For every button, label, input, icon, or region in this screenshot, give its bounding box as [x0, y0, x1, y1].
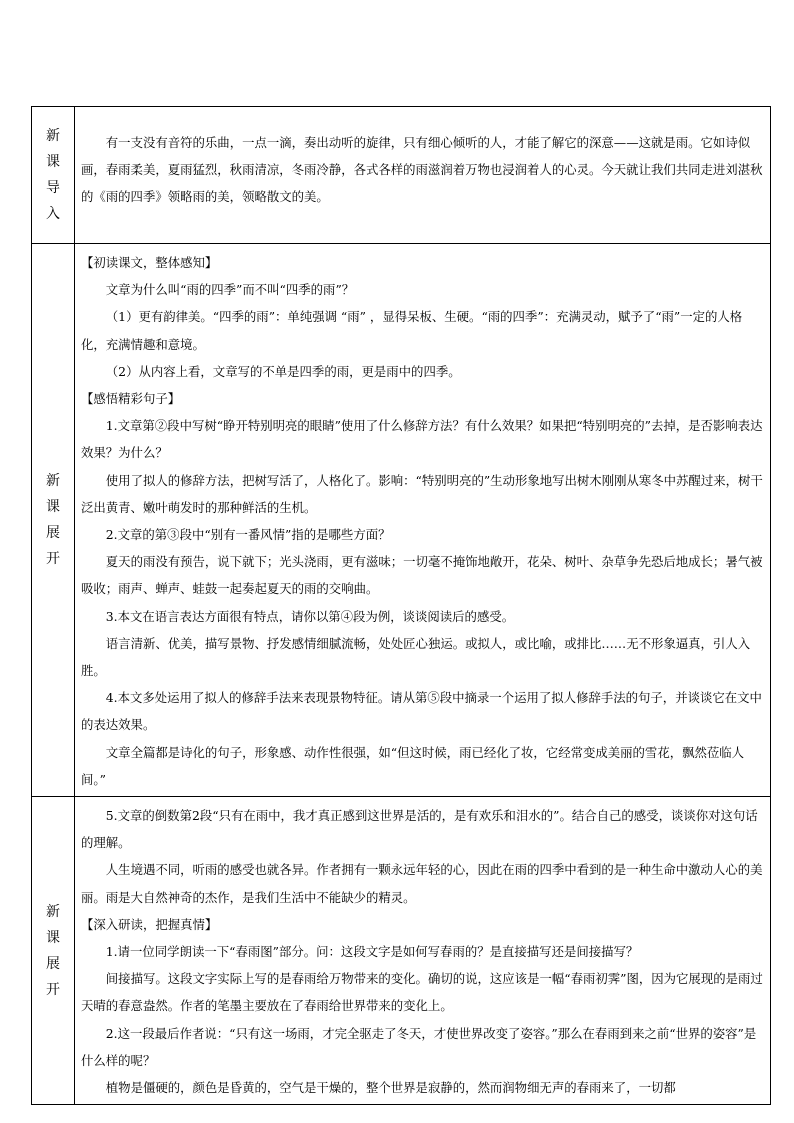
label-char: 新 — [46, 473, 60, 490]
section-content-body-2 — [75, 797, 771, 1105]
label-char: 新 — [46, 903, 60, 920]
section-heading: 【感悟精彩句子】 — [81, 391, 181, 407]
answer: 文章全篇都是诗化的句子，形象感、动作性很强，如“但这时候，雨已经化了妆，它经常变成美丽的雪花，飘然莅临人间。” — [81, 744, 745, 787]
question: 1.文章第②段中写树“睁开特别明亮的眼睛”使用了什么修辞方法？有什么效果？如果把“特别明亮的”去掉，是否影响表达效果？为什么？ — [81, 418, 763, 461]
label-char: 展 — [46, 955, 60, 972]
answer: 使用了拟人的修辞方法，把树写活了，人格化了。影响：“特别明亮的”生动形象地写出树木刚刚从寒冬中苏醒过来，树干泛出黄青、嫩叶萌发时的那种鲜活的生机。 — [81, 472, 763, 515]
section-content-intro — [75, 107, 771, 244]
answer: 夏天的雨没有预告，说下就下；光头浇雨，更有滋味；一切毫不掩饰地敞开，花朵、树叶、杂草争先恐后地成长；暑气被吸收；雨声、蝉声、蛙鼓一起奏起夏天的雨的交响曲。 — [81, 554, 763, 597]
question: 5.文章的倒数第2段“只有在雨中，我才真正感到这世界是活的，是有欢乐和泪水的”。结合自己的感受，谈谈你对这句话的理解。 — [81, 808, 758, 851]
section-heading: 【深入研读，把握真情】 — [81, 916, 218, 932]
section-row-body-2 — [32, 797, 771, 1105]
section-row-intro — [32, 107, 771, 244]
section-row-body-1 — [32, 244, 771, 797]
answer: 间接描写。这段文字实际上写的是春雨给万物带来的变化。确切的说，这应该是一幅“春雨初霁”图，因为它展现的是雨过天晴的春意盎然。作者的笔墨主要放在了春雨给世界带来的变化上。 — [81, 971, 763, 1014]
answer: 植物是僵硬的，颜色是昏黄的，空气是干燥的，整个世界是寂静的，然而润物细无声的春雨来了，一切都 — [105, 1080, 676, 1096]
question: 2.文章的第③段中“别有一番风情”指的是哪些方面？ — [105, 527, 391, 543]
label-char: 课 — [46, 929, 60, 946]
label-char: 课 — [46, 154, 60, 170]
paragraph: （2）从内容上看，文章写的不单是四季的雨，更是雨中的四季。 — [105, 363, 461, 379]
paragraph: （1）更有韵律美。“四季的雨”：单纯强调 “雨” ，显得呆板、生硬。“雨的四季”：充满灵动，赋予了“雨”一定的人格化，充满情趣和意境。 — [81, 309, 743, 352]
label-char: 入 — [46, 206, 60, 222]
section-heading: 【初读课文，整体感知】 — [81, 255, 218, 270]
question: 4.本文多处运用了拟人的修辞手法来表现景物特征。请从第⑤段中摘录一个运用了拟人修辞手法的句子，并谈谈它在文中的表达效果。 — [81, 690, 762, 733]
label-char: 开 — [46, 551, 60, 568]
paragraph: 文章为什么叫“雨的四季”而不叫“四季的雨”？ — [105, 282, 355, 298]
question: 2.这一段最后作者说：“只有这一场雨，才完全驱走了冬天，才使世界改变了姿容。”那么在春雨到来之前“世界的姿容”是什么样的呢？ — [81, 1025, 757, 1068]
label-char: 展 — [46, 525, 60, 542]
label-char: 开 — [46, 981, 60, 998]
label-char: 导 — [46, 180, 60, 196]
paragraph: 有一支没有音符的乐曲，一点一滴，奏出动听的旋律，只有细心倾听的人，才能了解它的深意——这就是雨。它如诗似画，春雨柔美，夏雨猛烈，秋雨清凉，冬雨冷静，各式各样的雨滋润着万物也浸润着人的心灵。今天就让我们共同走进刘湛秋的《雨的四季》领略雨的美，领略散文的美。 — [81, 135, 763, 205]
section-content-body-1 — [75, 244, 771, 797]
label-char: 新 — [46, 128, 60, 144]
section-label-intro — [32, 107, 75, 244]
label-char: 课 — [46, 499, 60, 516]
section-label-body-1 — [32, 244, 75, 797]
section-label-body-2 — [32, 797, 75, 1105]
question: 3.本文在语言表达方面很有特点，请你以第④段为例，谈谈阅读后的感受。 — [105, 608, 515, 624]
lesson-table — [31, 106, 771, 1105]
question: 1.请一位同学朗读一下“春雨图”部分。问：这段文字是如何写春雨的？是直接描写还是间接描写？ — [105, 944, 639, 960]
answer: 人生境遇不同，听雨的感受也就各异。作者拥有一颗永远年轻的心，因此在雨的四季中看到的是一种生命中激动人心的美丽。雨是大自然神奇的杰作，是我们生活中不能缺少的精灵。 — [81, 862, 763, 905]
answer: 语言清新、优美，描写景物、抒发感情细腻流畅，处处匠心独运。或拟人，或比喻，或排比……无不形象逼真，引人入胜。 — [81, 635, 751, 679]
